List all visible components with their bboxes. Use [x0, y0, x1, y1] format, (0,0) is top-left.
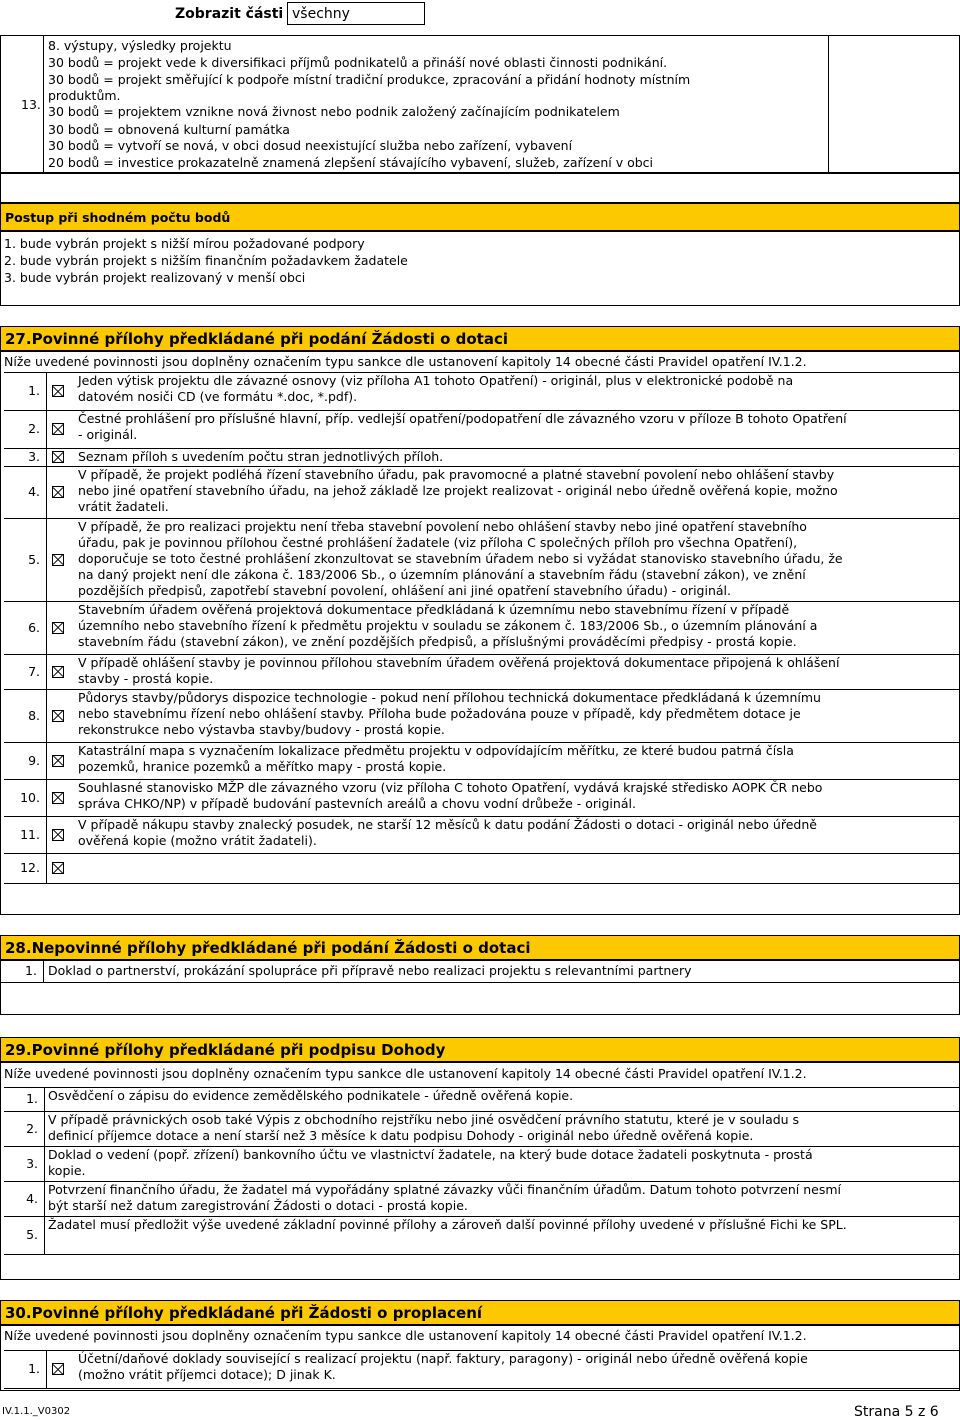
- footer-code: IV.1.1._V0302: [2, 1406, 71, 1417]
- checkbox-checked-icon[interactable]: [52, 1363, 64, 1375]
- s27-item-num: 11.: [20, 826, 40, 842]
- row-divider: [4, 372, 960, 373]
- criterion-line: 30 bodů = projekt vede k diversifikaci příjmů podnikatelů a přináší nové oblasti činnosti podnikání.: [48, 55, 668, 70]
- s27-item-line: úřadu, pak je povinnou přílohou čestné prohlášení žadatele (viz příloha C společných příloh pro všechna Opatření),: [78, 535, 798, 550]
- s29-item-line: Osvědčení o zápisu do evidence zemědělského podnikatele - úředně ověřená kopie.: [48, 1088, 574, 1103]
- s29-item-line: Potvrzení finančního úřadu, že žadatel má vypořádány splatné závazky vůči finančním úřadům. Datum tohoto potvrzení nesmí: [48, 1182, 841, 1197]
- s29-item-line: kopie.: [48, 1163, 86, 1178]
- s28-title: 28.Nepovinné přílohy předkládané při podání Žádosti o dotaci: [0, 935, 960, 960]
- s27-item-line: nebo stavebnímu řízení nebo ohlášení stavby. Příloha bude požadována pouze v případě, kdy předmětem dotace je: [78, 706, 801, 721]
- s27-item-num: 2.: [28, 421, 40, 436]
- checkbox-checked-icon[interactable]: [52, 710, 64, 722]
- checkbox-checked-icon[interactable]: [52, 622, 64, 634]
- s27-item-line: Katastrální mapa s vyznačením lokalizace předmětu projektu v odpovídajícím měřítku, ze které budou patrná čísla: [78, 743, 794, 758]
- s27-item-num: 7.: [28, 663, 40, 679]
- row-divider: [4, 853, 960, 883]
- s27-item-line: ověřená kopie (možno vrátit žadateli).: [78, 833, 317, 848]
- checkbox-checked-icon[interactable]: [52, 666, 64, 678]
- checkbox-checked-icon[interactable]: [52, 829, 64, 841]
- s30-item-line: (možno vrátit příjemci dotace); D jinak K.: [78, 1367, 336, 1382]
- row-divider: [4, 883, 960, 884]
- s27-item-line: pozdějších předpisů, zapotřebí stavební povolení, ohlášení ani jiné opatření stavebního úřadu) - originál.: [78, 583, 731, 598]
- s27-item-line: stavby - prostá kopie.: [78, 671, 214, 686]
- s27-item-num: 12.: [20, 860, 40, 875]
- column-divider: [46, 372, 47, 883]
- s30-intro: Níže uvedené povinnosti jsou doplněny označením typu sankce dle ustanovení kapitoly 14 obecné části Pravidel opatření IV.1.2.: [4, 1328, 807, 1343]
- s27-intro: Níže uvedené povinnosti jsou doplněny označením typu sankce dle ustanovení kapitoly 14 obecné části Pravidel opatření IV.1.2.: [4, 354, 807, 369]
- s29-intro: Níže uvedené povinnosti jsou doplněny označením typu sankce dle ustanovení kapitoly 14 obecné části Pravidel opatření IV.1.2.: [4, 1066, 807, 1081]
- s29-item-num: 1.: [26, 1091, 38, 1106]
- criterion-line: produktům.: [48, 88, 121, 103]
- s29-item-line: definicí příjemce dotace a není starší než 3 měsíce k datu podpisu Dohody - originál nebo úředně ověřená kopie.: [48, 1128, 754, 1143]
- criterion-line: 20 bodů = investice prokazatelně znamená zlepšení stávajícího vybavení, služeb, zařízení v obci: [48, 155, 654, 170]
- s30-item-line: Účetní/daňové doklady související s realizací projektu (např. faktury, paragony) - originál nebo úředně ověřená kopie: [78, 1351, 808, 1366]
- s29-item-line: V případě právnických osob také Výpis z obchodního rejstříku nebo jiné osvědčení právního statutu, které je v souladu s: [48, 1112, 800, 1127]
- s29-item-num: 5.: [26, 1227, 38, 1242]
- s27-item-line: Čestné prohlášení pro příslušné hlavní, příp. vedlejší opatření/podopatření dle závazného vzoru v příloze B tohoto Opatření: [78, 411, 847, 426]
- row-divider: [4, 1254, 960, 1255]
- s27-item-line: doporučuje se toto čestné prohlášení zkonzultovat se stavebním úřadem nebo si vyžádat stanovisko stavebního úřadu, že: [78, 551, 843, 566]
- spacer-box: [0, 173, 960, 203]
- row-divider: [4, 1350, 960, 1351]
- s29-item-line: Doklad o vedení (popř. zřízení) bankovního účtu ve vlastnictví žadatele, na který bude dotace žadateli poskytnuta - prostá: [48, 1147, 813, 1162]
- column-divider: [44, 1087, 45, 1254]
- tie-rule: 1. bude vybrán projekt s nižší mírou požadované podpory: [4, 236, 365, 251]
- s27-item-line: pozemků, hranice pozemků a měřítko mapy - prostá kopie.: [78, 759, 447, 774]
- checkbox-checked-icon[interactable]: [52, 755, 64, 767]
- tie-rule: 2. bude vybrán projekt s nižším finančním požadavkem žadatele: [4, 253, 408, 268]
- criterion-line: 30 bodů = vytvoří se nová, v obci dosud neexistující služba nebo zařízení, vybavení: [48, 138, 573, 153]
- row-divider: [4, 1087, 960, 1088]
- s27-item-num: 1.: [28, 383, 40, 398]
- s27-item-line: Jeden výtisk projektu dle závazné osnovy (viz příloha A1 tohoto Opatření) - originál, plus v elektronické podobě na: [78, 373, 794, 388]
- checkbox-checked-icon[interactable]: [52, 554, 64, 566]
- s27-title: 27.Povinné přílohy předkládané při podání Žádosti o dotaci: [0, 326, 960, 351]
- s27-item-num: 4.: [28, 484, 40, 499]
- s27-item-line: Souhlasné stanovisko MŽP dle závazného vzoru (viz příloha C tohoto Opatření, vydává krajské středisko AOPK ČR nebo: [78, 780, 823, 795]
- s29-item-line: Žadatel musí předložit výše uvedené základní povinné přílohy a zároveň další povinné přílohy uvedené v příslušné Fichi ke SPL.: [48, 1217, 847, 1232]
- s27-item-line: na daný projekt není dle zákona č. 183/2006 Sb., o územním plánování a stavebním řádu (stavební zákon), ve znění: [78, 567, 806, 582]
- s27-item-num: 8.: [28, 707, 40, 723]
- row-divider: [4, 1388, 960, 1389]
- column-divider: [46, 1350, 47, 1388]
- s28-item-text: Doklad o partnerství, prokázání spolupráce při přípravě nebo realizaci projektu s relevantními partnery: [48, 963, 692, 978]
- s27-item-line: V případě ohlášení stavby je povinnou přílohou stavebním úřadem ověřená projektová dokumentace připojená k ohlášení: [78, 655, 840, 670]
- footer-page: Strana 5 z 6: [854, 1404, 939, 1420]
- s28-item-num: 1.: [25, 963, 37, 978]
- s27-item-line: stavebním řádu (stavební zákon), ve znění pozdějších předpisů, a příslušnými prováděcími předpisy - prostá kopie.: [78, 634, 797, 649]
- tie-title: Postup při shodném počtu bodů: [0, 203, 960, 231]
- filter-select[interactable]: všechny: [287, 2, 425, 25]
- s27-item-line: Půdorys stavby/půdorys dispozice technologie - pokud není přílohou technická dokumentace předkládaná k územnímu: [78, 690, 821, 705]
- s30-title: 30.Povinné přílohy předkládané při Žádosti o proplacení: [0, 1300, 960, 1325]
- s27-item-line: rekonstrukce nebo výstavba stavby/budovy - prostá kopie.: [78, 722, 445, 737]
- s27-item-num: 10.: [20, 789, 40, 805]
- checkbox-checked-icon[interactable]: [52, 862, 64, 874]
- checkbox-checked-icon[interactable]: [52, 792, 64, 804]
- s27-item-line: datovém nosiči CD (ve formátu *.doc, *.pdf).: [78, 389, 358, 404]
- s27-item-num: 9.: [28, 752, 40, 768]
- s27-item-num: 6.: [28, 619, 40, 635]
- s29-item-line: být starší než datum zaregistrování Žádosti o dotaci - prostá kopie.: [48, 1198, 468, 1213]
- s30-item-num: 1.: [28, 1361, 40, 1376]
- s29-item-num: 4.: [26, 1190, 38, 1206]
- s27-item-line: správa CHKO/NP) v případě budování pastevních areálů a chovu vodní drůbeže - originál.: [78, 796, 636, 811]
- s27-item-line: V případě nákupu stavby znalecký posudek, ne starší 12 měsíců k datu podání Žádosti o dotaci - originál nebo úředně: [78, 817, 817, 832]
- checkbox-checked-icon[interactable]: [52, 385, 64, 397]
- filter-label: Zobrazit části: [175, 6, 284, 22]
- s27-item-line: - originál.: [78, 427, 138, 442]
- s27-item-num: 3.: [28, 449, 40, 464]
- s27-item-line: územního nebo stavebního řízení k předmětu projektu v souladu se zákonem č. 183/2006 Sb., o územním plánování a: [78, 618, 818, 633]
- criterion-number: 13.: [21, 97, 41, 112]
- checkbox-checked-icon[interactable]: [52, 423, 64, 435]
- s27-item-line: Stavebním úřadem ověřená projektová dokumentace předkládaná k územnímu nebo stavebnímu řízení v případě: [78, 602, 790, 617]
- criterion-title: 8. výstupy, výsledky projektu: [48, 38, 232, 53]
- criterion-line: 30 bodů = projekt směřující k podpoře místní tradiční produkce, zpracování a přidání hodnoty místním: [48, 72, 691, 87]
- s29-title: 29.Povinné přílohy předkládané při podpisu Dohody: [0, 1037, 960, 1062]
- criterion-line: 30 bodů = obnovená kulturní památka: [48, 122, 290, 137]
- checkbox-checked-icon[interactable]: [52, 451, 64, 463]
- s27-item-line: nebo jiné opatření stavebního úřadu, na jehož základě lze projekt realizovat - originál nebo úředně ověřená kopie, možno: [78, 483, 838, 498]
- s27-item-line: V případě, že projekt podléhá řízení stavebního úřadu, pak pravomocné a platné stavební povolení nebo ohlášení stavby: [78, 467, 835, 482]
- s27-item-line: V případě, že pro realizaci projektu není třeba stavební povolení nebo ohlášení stavby nebo jiné opatření stavebního: [78, 519, 807, 534]
- s29-item-num: 2.: [26, 1120, 38, 1136]
- criterion-line: 30 bodů = projektem vznikne nová živnost nebo podnik založený začínajícím podnikatelem: [48, 104, 620, 119]
- checkbox-checked-icon[interactable]: [52, 486, 64, 498]
- s27-item-line: Seznam příloh s uvedením počtu stran jednotlivých příloh.: [78, 449, 444, 464]
- s27-item-line: vrátit žadateli.: [78, 499, 169, 514]
- tie-rule: 3. bude vybrán projekt realizovaný v menší obci: [4, 270, 306, 285]
- s29-item-num: 3.: [26, 1155, 38, 1171]
- s27-item-num: 5.: [28, 551, 40, 567]
